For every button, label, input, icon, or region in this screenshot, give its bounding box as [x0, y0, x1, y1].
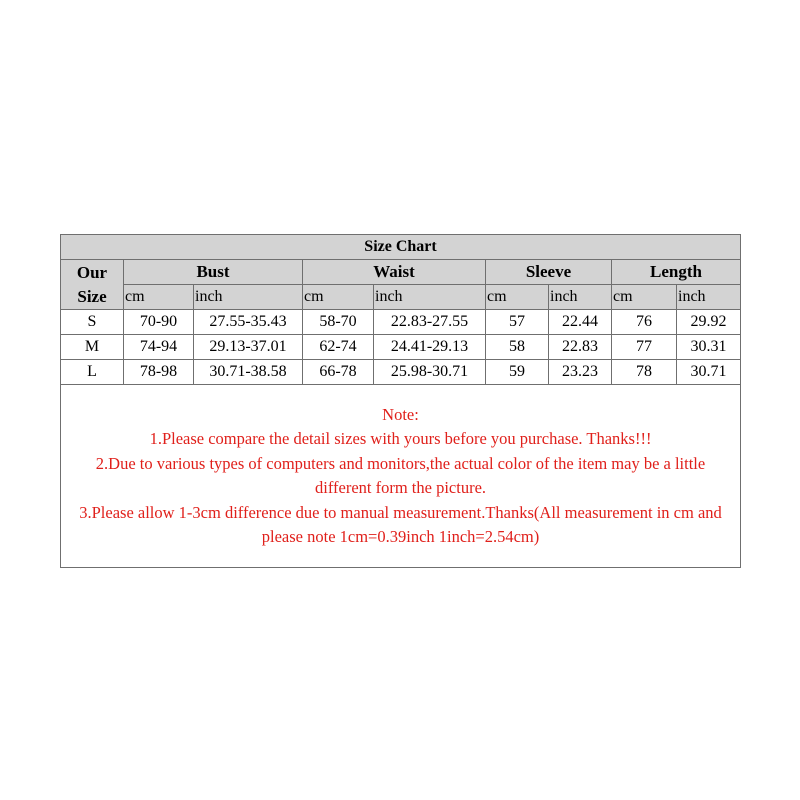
table-cell: 24.41-29.13 [374, 335, 486, 360]
unit-cell: inch [374, 285, 486, 310]
unit-cell: cm [124, 285, 194, 310]
table-cell: 70-90 [124, 310, 194, 335]
title-row [61, 235, 741, 260]
note-line: 2.Due to various types of computers and monitors,the actual color of the item may be a little different form the picture. [95, 453, 706, 497]
unit-cell: cm [486, 285, 549, 310]
table-cell: 78-98 [124, 360, 194, 385]
table-cell: 27.55-35.43 [194, 310, 303, 335]
note-line: 3.Please allow 1-3cm difference due to manual measurement.Thanks(All measurement in cm and please note 1cm=0.39inch 1inch=2.54cm) [79, 502, 722, 546]
table-cell: 58-70 [303, 310, 374, 335]
table-cell: 57 [486, 310, 549, 335]
table-cell: 62-74 [303, 335, 374, 360]
table-cell: 22.83-27.55 [374, 310, 486, 335]
table-cell: 22.44 [549, 310, 612, 335]
table-cell: 25.98-30.71 [374, 360, 486, 385]
our-size-header-line1: Our [76, 262, 108, 282]
chart-title: Size Chart [61, 235, 741, 260]
table-cell: 22.83 [549, 335, 612, 360]
table-cell: 77 [612, 335, 677, 360]
sleeve-header: Sleeve [486, 260, 612, 285]
waist-header: Waist [303, 260, 486, 285]
size-chart-table [60, 234, 741, 568]
notes-cell [61, 385, 741, 568]
size-label-cell: M [61, 335, 124, 360]
unit-cell: inch [549, 285, 612, 310]
unit-row [61, 285, 741, 310]
notes-row [61, 385, 741, 568]
our-size-header [61, 260, 124, 310]
note-line: 1.Please compare the detail sizes with yours before you purchase. Thanks!!! [149, 429, 652, 448]
our-size-header-line2: Size [77, 286, 107, 306]
table-cell: 66-78 [303, 360, 374, 385]
table-cell: 58 [486, 335, 549, 360]
table-cell: 23.23 [549, 360, 612, 385]
bust-header: Bust [124, 260, 303, 285]
table-cell: 59 [486, 360, 549, 385]
length-header: Length [612, 260, 741, 285]
table-cell: 30.31 [677, 335, 741, 360]
table-row [61, 335, 741, 360]
unit-cell: cm [303, 285, 374, 310]
unit-cell: inch [194, 285, 303, 310]
table-cell: 76 [612, 310, 677, 335]
table-cell: 30.71-38.58 [194, 360, 303, 385]
header-row [61, 260, 741, 285]
table-cell: 30.71 [677, 360, 741, 385]
table-cell: 78 [612, 360, 677, 385]
table-cell: 74-94 [124, 335, 194, 360]
size-label-cell: S [61, 310, 124, 335]
table-cell: 29.92 [677, 310, 741, 335]
note-heading: Note: [382, 404, 419, 424]
unit-cell: cm [612, 285, 677, 310]
size-label-cell: L [61, 360, 124, 385]
table-row [61, 310, 741, 335]
table-row [61, 360, 741, 385]
unit-cell: inch [677, 285, 741, 310]
table-cell: 29.13-37.01 [194, 335, 303, 360]
